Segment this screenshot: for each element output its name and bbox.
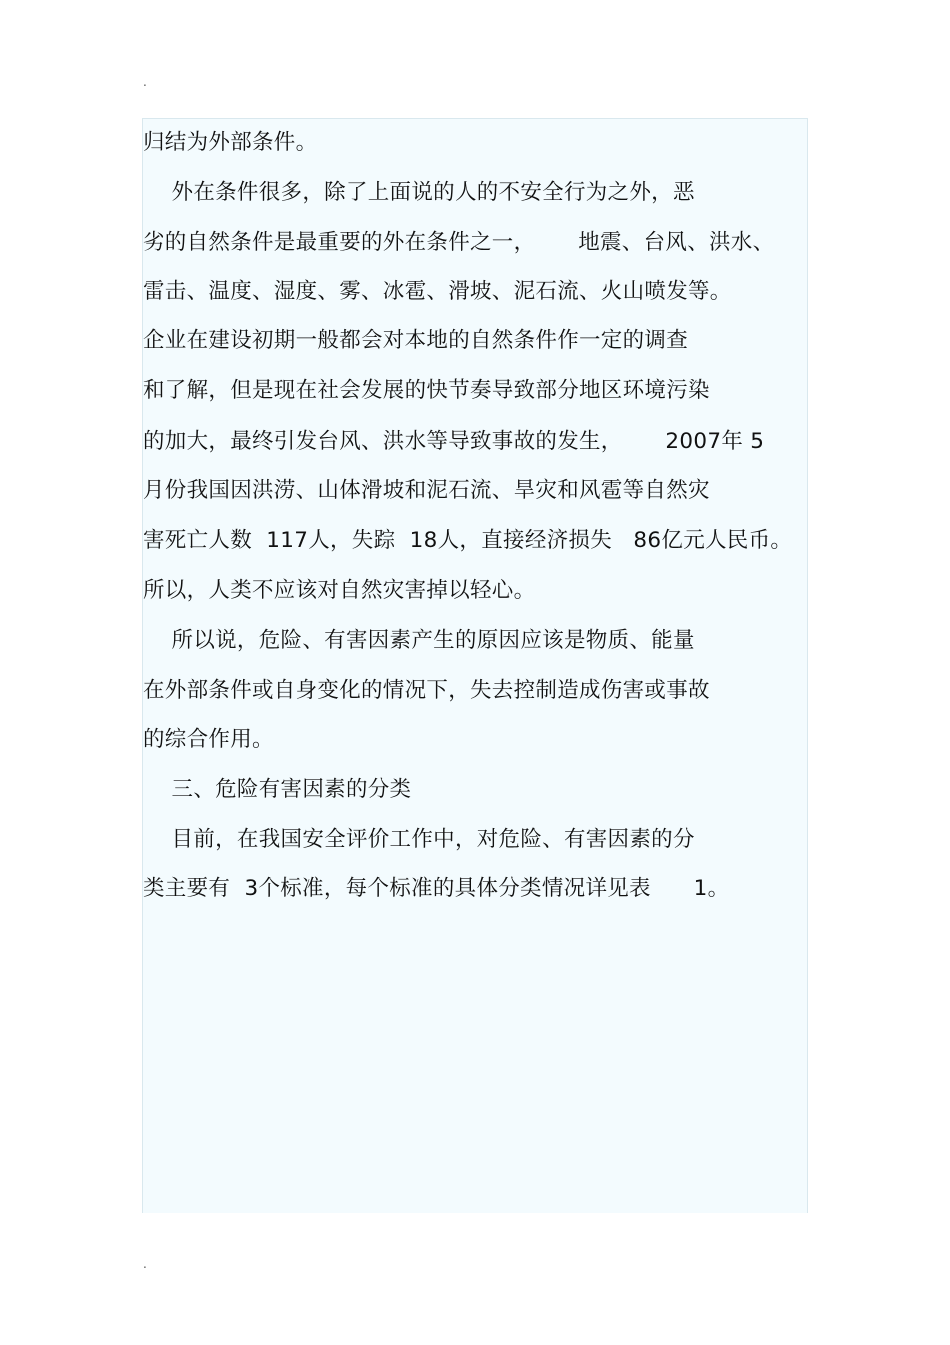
page-top-mark: . xyxy=(143,75,147,89)
body-line: 归结为外部条件。 xyxy=(143,130,318,155)
body-line: 月份我国因洪涝、山体滑坡和泥石流、旱灾和风雹等自然灾 xyxy=(143,478,710,503)
body-line: 目前，在我国安全评价工作中，对危险、有害因素的分 xyxy=(143,827,695,852)
body-line: 害死亡人数 117人，失踪 18人，直接经济损失 86亿元人民币。 xyxy=(143,528,793,553)
body-line: 的综合作用。 xyxy=(143,727,274,752)
body-line: 和了解，但是现在社会发展的快节奏导致部分地区环境污染 xyxy=(143,378,710,403)
section-heading: 三、危险有害因素的分类 xyxy=(143,777,412,802)
body-line: 的加大，最终引发台风、洪水等导致事故的发生， 2007年 5 xyxy=(143,429,765,454)
body-line: 在外部条件或自身变化的情况下，失去控制造成伤害或事故 xyxy=(143,678,710,703)
body-line: 外在条件很多，除了上面说的人的不安全行为之外，恶 xyxy=(143,180,695,205)
body-line: 劣的自然条件是最重要的外在条件之一， 地震、台风、洪水、 xyxy=(143,230,775,255)
body-line: 雷击、温度、湿度、雾、冰雹、滑坡、泥石流、火山喷发等。 xyxy=(143,279,732,304)
body-line: 企业在建设初期一般都会对本地的自然条件作一定的调查 xyxy=(143,328,689,353)
body-line: 所以，人类不应该对自然灾害掉以轻心。 xyxy=(143,578,536,603)
body-line: 类主要有 3个标准，每个标准的具体分类情况详见表 1。 xyxy=(143,876,730,901)
page-bottom-mark: . xyxy=(143,1257,147,1271)
body-line: 所以说，危险、有害因素产生的原因应该是物质、能量 xyxy=(143,628,695,653)
